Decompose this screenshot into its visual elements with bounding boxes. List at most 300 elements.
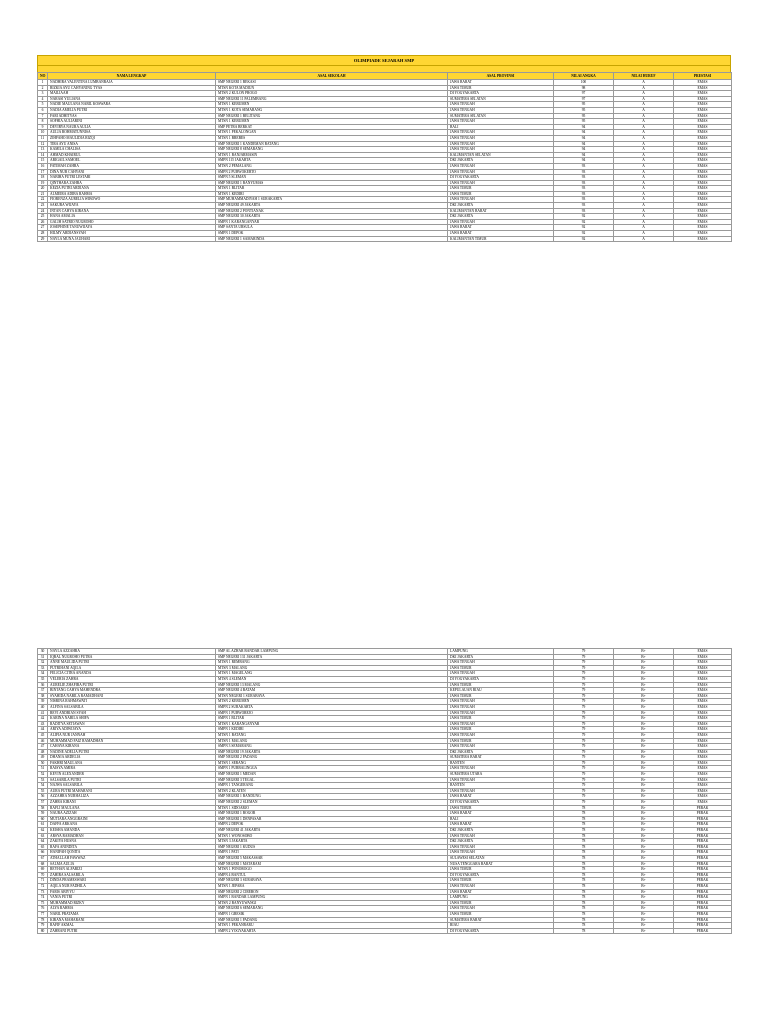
cell-nilai-huruf: B+	[614, 749, 674, 755]
cell-prestasi: EMAS	[674, 760, 732, 766]
cell-nilai-angka: 93	[554, 186, 614, 192]
cell-no: 56	[38, 794, 48, 800]
cell-nilai-angka: 100	[554, 80, 614, 86]
cell-provinsi: JAWA TENGAH	[448, 732, 554, 738]
cell-no: 53	[38, 777, 48, 783]
cell-no: 76	[38, 906, 48, 912]
cell-nama: JOSEPHINE TANUWIJAYA	[48, 225, 216, 231]
cell-nilai-angka: 78	[554, 900, 614, 906]
cell-no: 14	[38, 152, 48, 158]
cell-nilai-angka: 78	[554, 867, 614, 873]
cell-sekolah: SMP NEGERI 41 JAKARTA	[216, 828, 448, 834]
cell-provinsi: JAWA TIMUR	[448, 867, 554, 873]
cell-provinsi: DKI JAKARTA	[448, 158, 554, 164]
cell-sekolah: SMP NEGERI 6 SEMARANG	[216, 906, 448, 912]
cell-nilai-angka: 79	[554, 704, 614, 710]
cell-no: 17	[38, 169, 48, 175]
cell-nama: CAHAYA KIRANA	[48, 744, 216, 750]
cell-nama: ARIYA ADIWIJAYA	[48, 727, 216, 733]
cell-prestasi: EMAS	[674, 169, 732, 175]
cell-nilai-angka: 79	[554, 660, 614, 666]
cell-sekolah: SMP NEGERI 19 JAKARTA	[216, 749, 448, 755]
cell-sekolah: MTSN 1 BREBES	[216, 135, 448, 141]
cell-prestasi: PERAK	[674, 883, 732, 889]
cell-nilai-angka: 92	[554, 219, 614, 225]
cell-nama: DINDA PRAMESWARI	[48, 878, 216, 884]
cell-prestasi: EMAS	[674, 704, 732, 710]
cell-sekolah: SMP NEGERI 1 MEDAN	[216, 772, 448, 778]
cell-sekolah: MTSN 1 SERANG	[216, 760, 448, 766]
cell-nama: MUTIARA ANGGRAINI	[48, 816, 216, 822]
cell-no: 37	[38, 688, 48, 694]
cell-nilai-angka: 78	[554, 906, 614, 912]
col-header-nilai-angka: NILAI ANGKA	[554, 73, 614, 80]
cell-nilai-angka: 79	[554, 676, 614, 682]
cell-no: 64	[38, 839, 48, 845]
cell-nilai-huruf: B+	[614, 688, 674, 694]
cell-prestasi: EMAS	[674, 102, 732, 108]
cell-provinsi: JAWA TENGAH	[448, 163, 554, 169]
cell-nilai-angka: 79	[554, 749, 614, 755]
cell-nama: HANIFAH QONITA	[48, 850, 216, 856]
cell-nama: PUTRIHANI AQILA	[48, 665, 216, 671]
cell-prestasi: EMAS	[674, 147, 732, 153]
cell-no: 60	[38, 816, 48, 822]
cell-no: 21	[38, 191, 48, 197]
cell-nama: ARSYA RAMADHAN	[48, 833, 216, 839]
cell-provinsi: JAWA BARAT	[448, 225, 554, 231]
cell-nilai-huruf: B+	[614, 900, 674, 906]
cell-nama: KEISHA AMANDA	[48, 828, 216, 834]
cell-nilai-angka: 79	[554, 688, 614, 694]
cell-nilai-angka: 93	[554, 191, 614, 197]
cell-no: 25	[38, 214, 48, 220]
cell-nilai-huruf: A	[614, 119, 674, 125]
cell-prestasi: EMAS	[674, 85, 732, 91]
cell-nama: ZIHFAHO MAULIDIA RIZQI	[48, 135, 216, 141]
cell-nama: VELERIA ZAHRA	[48, 676, 216, 682]
cell-nama: NAYLA AZZAHRA	[48, 649, 216, 655]
cell-nilai-angka: 79	[554, 732, 614, 738]
cell-nama: MUHAMMAD RIZKY	[48, 900, 216, 906]
cell-nama: REVI ANDRIAN SYAH	[48, 710, 216, 716]
cell-nilai-angka: 94	[554, 152, 614, 158]
cell-no: 1	[38, 80, 48, 86]
cell-provinsi: JAWA TENGAH	[448, 744, 554, 750]
cell-sekolah: MTSN NEGERI 1 SURABAYA	[216, 693, 448, 699]
cell-provinsi: DI YOGYAKARTA	[448, 928, 554, 934]
cell-nama: FELICIA CITRA ANANDA	[48, 671, 216, 677]
cell-nilai-huruf: B+	[614, 828, 674, 834]
cell-no: 29	[38, 236, 48, 242]
cell-provinsi: JAWA TENGAH	[448, 119, 554, 125]
cell-sekolah: MTSN 1 KARANGANYAR	[216, 721, 448, 727]
cell-nilai-huruf: B+	[614, 693, 674, 699]
cell-nilai-angka: 79	[554, 699, 614, 705]
cell-prestasi: EMAS	[674, 732, 732, 738]
cell-provinsi: JAWA TENGAH	[448, 660, 554, 666]
cell-sekolah: SMPN 1 TANGERANG	[216, 783, 448, 789]
cell-provinsi: LAMPUNG	[448, 895, 554, 901]
col-header-nilai-huruf: NILAI HURUF	[614, 73, 674, 80]
cell-provinsi: DI YOGYAKARTA	[448, 175, 554, 181]
table-row	[38, 236, 732, 242]
cell-provinsi: JAWA TIMUR	[448, 727, 554, 733]
cell-no: 15	[38, 158, 48, 164]
cell-provinsi: JAWA TENGAH	[448, 844, 554, 850]
cell-sekolah: SMP NEGERI 1 KUDUS	[216, 844, 448, 850]
cell-sekolah: SMP MUHAMMADIYAH 1 SURAKARTA	[216, 197, 448, 203]
cell-nama: REYHAN ALFARIZI	[48, 867, 216, 873]
cell-no: 67	[38, 855, 48, 861]
cell-sekolah: MTSN 1 MALANG	[216, 738, 448, 744]
cell-provinsi: JAWA TENGAH	[448, 766, 554, 772]
cell-nilai-angka: 94	[554, 135, 614, 141]
cell-prestasi: EMAS	[674, 191, 732, 197]
cell-nilai-huruf: B+	[614, 811, 674, 817]
cell-provinsi: BALI	[448, 124, 554, 130]
cell-no: 34	[38, 671, 48, 677]
cell-provinsi: BALI	[448, 816, 554, 822]
cell-nilai-huruf: A	[614, 214, 674, 220]
cell-provinsi: DI YOGYAKARTA	[448, 800, 554, 806]
cell-prestasi: PERAK	[674, 822, 732, 828]
results-sheet-bottom	[37, 648, 731, 934]
cell-nama: AHMAD KHAIRUL	[48, 152, 216, 158]
cell-prestasi: PERAK	[674, 844, 732, 850]
cell-provinsi: JAWA TENGAH	[448, 141, 554, 147]
cell-nilai-huruf: A	[614, 91, 674, 97]
cell-provinsi: JAWA TENGAH	[448, 788, 554, 794]
cell-sekolah: MTSN 2 KLATEN	[216, 788, 448, 794]
cell-no: 62	[38, 828, 48, 834]
cell-sekolah: SMPN 2 YOGYAKARTA	[216, 928, 448, 934]
cell-nilai-angka: 92	[554, 225, 614, 231]
cell-nilai-huruf: B+	[614, 861, 674, 867]
cell-prestasi: EMAS	[674, 744, 732, 750]
cell-no: 73	[38, 889, 48, 895]
cell-nilai-huruf: B+	[614, 923, 674, 929]
cell-nama: FAKHRI MAULANA	[48, 760, 216, 766]
cell-nilai-angka: 78	[554, 895, 614, 901]
cell-provinsi: JAWA TIMUR	[448, 693, 554, 699]
cell-prestasi: EMAS	[674, 727, 732, 733]
cell-nilai-angka: 95	[554, 102, 614, 108]
cell-prestasi: PERAK	[674, 895, 732, 901]
cell-no: 19	[38, 180, 48, 186]
cell-sekolah: MTSN 1 SIDOARJO	[216, 805, 448, 811]
cell-sekolah: SMPN 5 SLEMAN	[216, 175, 448, 181]
cell-no: 3	[38, 91, 48, 97]
cell-nilai-huruf: A	[614, 147, 674, 153]
cell-nilai-angka: 93	[554, 197, 614, 203]
cell-nilai-huruf: B+	[614, 833, 674, 839]
cell-nilai-huruf: A	[614, 163, 674, 169]
cell-sekolah: SMPN 115 JAKARTA	[216, 158, 448, 164]
cell-sekolah: SMP NEGERI 2 PONTIANAK	[216, 208, 448, 214]
cell-nilai-huruf: A	[614, 197, 674, 203]
cell-no: 77	[38, 911, 48, 917]
cell-no: 59	[38, 811, 48, 817]
cell-sekolah: SMP NEGERI 1 MATARAM	[216, 861, 448, 867]
cell-nilai-angka: 79	[554, 794, 614, 800]
cell-nilai-huruf: A	[614, 191, 674, 197]
cell-no: 69	[38, 867, 48, 873]
cell-no: 47	[38, 744, 48, 750]
cell-provinsi: JAWA TENGAH	[448, 833, 554, 839]
cell-prestasi: PERAK	[674, 867, 732, 873]
cell-provinsi: SUMATERA SELATAN	[448, 113, 554, 119]
cell-nilai-angka: 78	[554, 805, 614, 811]
cell-provinsi: JAWA TIMUR	[448, 716, 554, 722]
cell-no: 26	[38, 219, 48, 225]
cell-nilai-huruf: B+	[614, 794, 674, 800]
cell-nama: NARASI YULIANA	[48, 96, 216, 102]
cell-sekolah: MTSN 1 MAGELANG	[216, 671, 448, 677]
cell-nilai-angka: 78	[554, 878, 614, 884]
cell-no: 49	[38, 755, 48, 761]
cell-nama: TIRA AYU ANISA	[48, 141, 216, 147]
cell-nama: ZAHRA KIRANI	[48, 800, 216, 806]
cell-nilai-angka: 98	[554, 85, 614, 91]
cell-provinsi: NUSA TENGGARA BARAT	[448, 861, 554, 867]
cell-nilai-angka: 79	[554, 710, 614, 716]
cell-sekolah: SMPN 2 DEPOK	[216, 822, 448, 828]
cell-nama: KIRANA MAHARANI	[48, 917, 216, 923]
cell-nilai-huruf: A	[614, 152, 674, 158]
cell-nama: NADIA AMELIA PUTRI	[48, 107, 216, 113]
cell-no: 72	[38, 883, 48, 889]
cell-nilai-angka: 95	[554, 113, 614, 119]
cell-sekolah: SMP SANTA URSULA	[216, 225, 448, 231]
cell-no: 32	[38, 660, 48, 666]
cell-sekolah: MTSN 3 MALANG	[216, 665, 448, 671]
cell-nama: RAFLI MAULANA	[48, 805, 216, 811]
cell-nilai-angka: 79	[554, 654, 614, 660]
cell-prestasi: EMAS	[674, 175, 732, 181]
cell-sekolah: SMP NEGERI 1 SAMARINDA	[216, 236, 448, 242]
cell-no: 57	[38, 800, 48, 806]
cell-nilai-angka: 93	[554, 203, 614, 209]
cell-nilai-huruf: B+	[614, 800, 674, 806]
cell-nilai-huruf: A	[614, 124, 674, 130]
cell-nilai-huruf: A	[614, 169, 674, 175]
cell-provinsi: SUMATERA SELATAN	[448, 96, 554, 102]
cell-nilai-huruf: B+	[614, 755, 674, 761]
table-row	[38, 928, 732, 934]
cell-sekolah: SMP NEGERI 1 BELITANG	[216, 113, 448, 119]
cell-nama: NABIHA PUTRI LESTARI	[48, 175, 216, 181]
cell-nama: RIZKIA AYU CAHYANING TYAS	[48, 85, 216, 91]
cell-nilai-angka: 79	[554, 716, 614, 722]
cell-prestasi: EMAS	[674, 135, 732, 141]
cell-nilai-huruf: B+	[614, 839, 674, 845]
cell-prestasi: EMAS	[674, 124, 732, 130]
cell-nilai-huruf: B+	[614, 777, 674, 783]
results-table-bottom	[37, 648, 732, 934]
cell-nama: NADHIRA VALENTINA LUMBANRAJA	[48, 80, 216, 86]
cell-no: 18	[38, 175, 48, 181]
cell-nilai-huruf: B+	[614, 883, 674, 889]
cell-prestasi: PERAK	[674, 850, 732, 856]
cell-nilai-huruf: A	[614, 158, 674, 164]
cell-nilai-angka: 78	[554, 861, 614, 867]
cell-no: 28	[38, 231, 48, 237]
cell-nama: HILMY ARDIANSYAH	[48, 231, 216, 237]
cell-provinsi: JAWA TENGAH	[448, 102, 554, 108]
cell-nama: AZZAHRA NURHALIZA	[48, 794, 216, 800]
cell-provinsi: JAWA TENGAH	[448, 704, 554, 710]
cell-provinsi: JAWA TIMUR	[448, 85, 554, 91]
cell-prestasi: EMAS	[674, 130, 732, 136]
cell-prestasi: PERAK	[674, 855, 732, 861]
cell-nilai-angka: 95	[554, 119, 614, 125]
cell-nama: ALFINA SALSABILA	[48, 704, 216, 710]
cell-provinsi: BANTEN	[448, 760, 554, 766]
cell-nama: NAURA AZIZAH	[48, 811, 216, 817]
cell-prestasi: PERAK	[674, 906, 732, 912]
cell-nama: VANIA PUTRI	[48, 895, 216, 901]
cell-no: 70	[38, 872, 48, 878]
cell-nilai-angka: 78	[554, 855, 614, 861]
cell-nama: SAKURA WIJAYA	[48, 203, 216, 209]
cell-nama: KAMILA CHALISA	[48, 147, 216, 153]
header-row	[38, 73, 732, 80]
cell-provinsi: SULAWESI SELATAN	[448, 855, 554, 861]
cell-nama: FARIS ABIYYU	[48, 889, 216, 895]
cell-nilai-huruf: B+	[614, 822, 674, 828]
cell-nilai-huruf: B+	[614, 772, 674, 778]
cell-sekolah: MTSN 1 BATANG	[216, 732, 448, 738]
cell-nama: KEZIA PUTRI ARDIANA	[48, 186, 216, 192]
cell-prestasi: EMAS	[674, 800, 732, 806]
cell-nilai-angka: 97	[554, 96, 614, 102]
cell-nilai-angka: 94	[554, 141, 614, 147]
cell-nilai-angka: 79	[554, 649, 614, 655]
cell-nama: AULIA ROHMATUNNISA	[48, 130, 216, 136]
cell-prestasi: EMAS	[674, 676, 732, 682]
cell-sekolah: SMP NEGERI 13 MALANG	[216, 682, 448, 688]
cell-prestasi: EMAS	[674, 649, 732, 655]
cell-provinsi: JAWA BARAT	[448, 889, 554, 895]
cell-no: 68	[38, 861, 48, 867]
cell-sekolah: SMP NEGERI 8 SEMARANG	[216, 147, 448, 153]
cell-sekolah: SMP PETRA BERKAT	[216, 124, 448, 130]
cell-nilai-huruf: B+	[614, 738, 674, 744]
cell-provinsi: KALIMANTAN TIMUR	[448, 236, 554, 242]
cell-nama: INTAN CAHYA KIRANA	[48, 208, 216, 214]
cell-provinsi: RIAU	[448, 923, 554, 929]
cell-nama: DINA NUR CAHYANI	[48, 169, 216, 175]
cell-nilai-angka: 79	[554, 744, 614, 750]
cell-nama: ANNE MAULIDA PUTRI	[48, 660, 216, 666]
cell-provinsi: JAWA TENGAH	[448, 777, 554, 783]
cell-provinsi: SUMATERA BARAT	[448, 917, 554, 923]
cell-sekolah: MTSN 1 PONOROGO	[216, 867, 448, 873]
cell-sekolah: MTSN 2 KEBUMEN	[216, 699, 448, 705]
cell-nama: ZAHIRA SALSABILA	[48, 872, 216, 878]
cell-no: 65	[38, 844, 48, 850]
cell-sekolah: SMP AL AZHAR BANDAR LAMPUNG	[216, 649, 448, 655]
cell-sekolah: MTSN 1 PEKALONGAN	[216, 130, 448, 136]
cell-sekolah: SMP NEGERI 49 JAKARTA	[216, 203, 448, 209]
cell-provinsi: JAWA TIMUR	[448, 186, 554, 192]
cell-sekolah: MTSN 1 BANJARMASIN	[216, 152, 448, 158]
cell-prestasi: PERAK	[674, 900, 732, 906]
cell-prestasi: EMAS	[674, 665, 732, 671]
cell-nilai-huruf: B+	[614, 867, 674, 873]
cell-nilai-angka: 79	[554, 682, 614, 688]
cell-no: 12	[38, 141, 48, 147]
cell-provinsi: DKI JAKARTA	[448, 214, 554, 220]
cell-sekolah: SMP NEGERI 1 KANDEMAN BATANG	[216, 141, 448, 147]
cell-provinsi: KEPULAUAN RIAU	[448, 688, 554, 694]
cell-provinsi: JAWA TIMUR	[448, 805, 554, 811]
cell-sekolah: SMP NEGERI 2 CIREBON	[216, 889, 448, 895]
cell-sekolah: MTSN 2 PEMALANG	[216, 163, 448, 169]
cell-provinsi: SUMATERA UTARA	[448, 772, 554, 778]
cell-nama: ZAHRANI PUTRI	[48, 928, 216, 934]
cell-sekolah: SMP NEGERI 1 BEKASI	[216, 80, 448, 86]
cell-provinsi: JAWA BARAT	[448, 231, 554, 237]
cell-provinsi: JAWA TENGAH	[448, 135, 554, 141]
cell-prestasi: EMAS	[674, 654, 732, 660]
cell-nilai-angka: 79	[554, 693, 614, 699]
cell-nilai-angka: 79	[554, 727, 614, 733]
cell-nama: BINTANG CAHYA MAHENDRA	[48, 688, 216, 694]
cell-prestasi: PERAK	[674, 805, 732, 811]
cell-nama: AURELIE ZHAFIRA PUTRI	[48, 682, 216, 688]
cell-nama: NAYLA MUNA JAUHARI	[48, 236, 216, 242]
cell-no: 45	[38, 732, 48, 738]
cell-nilai-angka: 79	[554, 755, 614, 761]
cell-nilai-huruf: B+	[614, 732, 674, 738]
col-header-no: NO	[38, 73, 48, 80]
cell-nilai-huruf: B+	[614, 855, 674, 861]
cell-prestasi: EMAS	[674, 749, 732, 755]
cell-sekolah: SMPN 1 PURWOREJO	[216, 710, 448, 716]
cell-prestasi: EMAS	[674, 96, 732, 102]
cell-no: 66	[38, 850, 48, 856]
cell-nilai-huruf: A	[614, 236, 674, 242]
cell-sekolah: SMPN 1 BANDAR LAMPUNG	[216, 895, 448, 901]
cell-provinsi: KALIMANTAN BARAT	[448, 208, 554, 214]
sheet-title: OLIMPIADE SEJARAH SMP	[37, 55, 731, 66]
cell-nilai-huruf: B+	[614, 895, 674, 901]
cell-nilai-angka: 78	[554, 816, 614, 822]
cell-prestasi: EMAS	[674, 766, 732, 772]
cell-nilai-huruf: A	[614, 96, 674, 102]
cell-nama: SALSABILA PUTRI	[48, 777, 216, 783]
cell-prestasi: EMAS	[674, 158, 732, 164]
cell-provinsi: JAWA BARAT	[448, 811, 554, 817]
cell-prestasi: PERAK	[674, 839, 732, 845]
cell-nilai-angka: 78	[554, 811, 614, 817]
cell-prestasi: PERAK	[674, 923, 732, 929]
cell-nama: MUHAMMAD FAIZ RAMADHAN	[48, 738, 216, 744]
cell-nama: RADITYA SETIAWAN	[48, 721, 216, 727]
cell-prestasi: EMAS	[674, 186, 732, 192]
cell-nama: ATHALLAH FAWWAZ	[48, 855, 216, 861]
cell-nilai-huruf: B+	[614, 783, 674, 789]
cell-prestasi: EMAS	[674, 214, 732, 220]
cell-no: 79	[38, 923, 48, 929]
cell-sekolah: MTSN 1 KEBUMEN	[216, 102, 448, 108]
cell-prestasi: EMAS	[674, 203, 732, 209]
cell-sekolah: SMP NEGERI 5 MAKASSAR	[216, 855, 448, 861]
cell-nilai-huruf: B+	[614, 744, 674, 750]
cell-nilai-huruf: A	[614, 135, 674, 141]
